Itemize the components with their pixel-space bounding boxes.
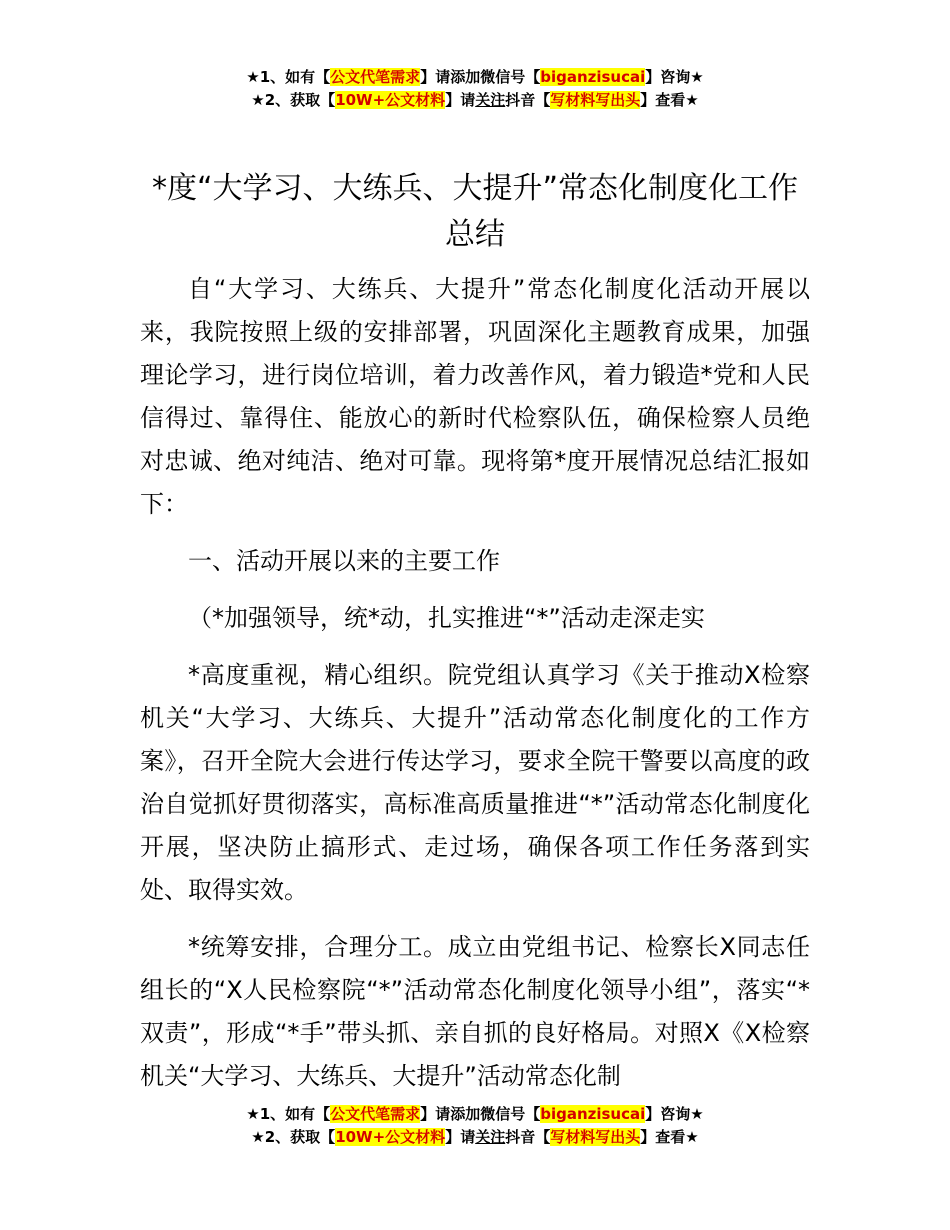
promo-highlight: 10W+公文材料 [335, 1128, 446, 1146]
body-paragraph: *高度重视，精心组织。院党组认真学习《关于推动X检察机关“大学习、大练兵、大提升”活动常态化制度化的工作方案》，召开全院大会进行传达学习，要求全院干警要以高度的政治自觉抓好贯彻落实，高标准高质量推进“*”活动常态化制度化开展，坚决防止搞形式、走过场，确保各项工作任务落到实处、取得实效。 [140, 661, 810, 904]
douyin-id-highlight: 写材料写出头 [550, 91, 641, 109]
douyin-id-highlight: 写材料写出头 [550, 1128, 641, 1146]
promo-text: 】请添加微信号【 [420, 68, 541, 86]
promo-text: 】请 [445, 1128, 476, 1146]
promo-text: ★2、获取【 [251, 1128, 336, 1146]
promo-text: 】请 [445, 91, 476, 109]
promo-highlight: 10W+公文材料 [335, 91, 446, 109]
promo-line-1 [0, 1103, 950, 1126]
promo-banner-top [0, 66, 950, 112]
promo-text: 】请添加微信号【 [420, 1105, 541, 1123]
intro-paragraph: 自“大学习、大练兵、大提升”常态化制度化活动开展以来，我院按照上级的安排部署，巩固深化主题教育成果，加强理论学习，进行岗位培训，着力改善作风，着力锻造*党和人民信得过、靠得住、能放心的新时代检察队伍，确保检察人员绝对忠诚、绝对纯洁、绝对可靠。现将第*度开展情况总结汇报如下： [140, 275, 810, 518]
promo-text: ★1、如有【 [246, 1105, 331, 1123]
promo-text: 抖音【 [505, 1128, 551, 1146]
document-title: *度“大学习、大练兵、大提升”常态化制度化工作总结 [151, 171, 799, 252]
promo-underline: 关注 [475, 91, 506, 109]
promo-text: 】查看★ [640, 91, 699, 109]
promo-line-1 [0, 66, 950, 89]
promo-text: ★1、如有【 [246, 68, 331, 86]
promo-banner-bottom [0, 1103, 950, 1149]
promo-text: ★2、获取【 [251, 91, 336, 109]
wechat-id-highlight: biganzisucai [540, 68, 646, 86]
promo-text: 抖音【 [505, 91, 551, 109]
body-paragraph: *统筹安排，合理分工。成立由党组书记、检察长X同志任组长的“X人民检察院“*”活动常态化制度化领导小组”，落实“*双责”，形成“*手”带头抓、亲自抓的良好格局。对照X《X检察机关“大学习、大练兵、大提升”活动常态化制 [140, 933, 810, 1090]
document-body [140, 268, 810, 1098]
promo-line-2 [0, 1126, 950, 1149]
promo-text: 】咨询★ [645, 68, 704, 86]
promo-text: 】咨询★ [645, 1105, 704, 1123]
promo-line-2 [0, 89, 950, 112]
promo-underline: 关注 [475, 1128, 506, 1146]
promo-text: 】查看★ [640, 1128, 699, 1146]
section-heading: 一、活动开展以来的主要工作 [188, 547, 500, 575]
promo-highlight: 公文代笔需求 [330, 1105, 421, 1123]
promo-highlight: 公文代笔需求 [330, 68, 421, 86]
wechat-id-highlight: biganzisucai [540, 1105, 646, 1123]
subsection-heading: （*加强领导，统*动，扎实推进“*”活动走深走实 [188, 604, 705, 632]
